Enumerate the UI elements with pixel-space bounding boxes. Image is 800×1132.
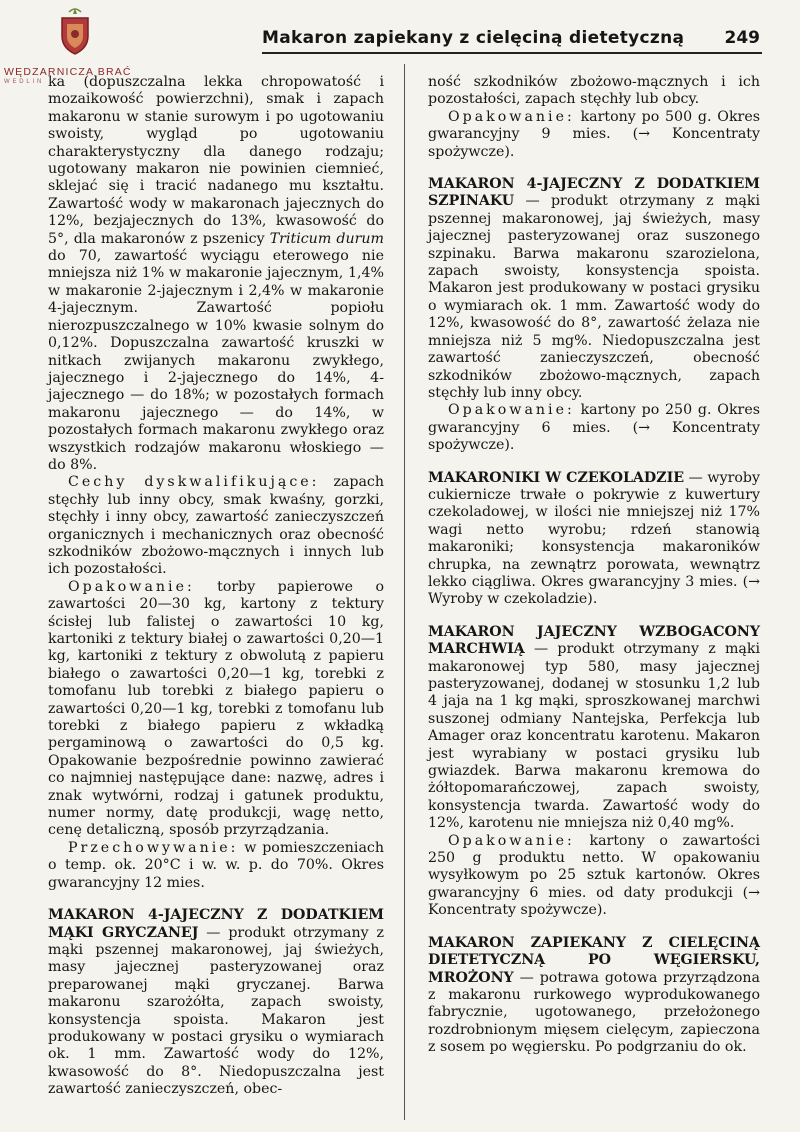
disqualifying-label: Cechy dyskwalifikujące: <box>68 474 320 491</box>
running-header <box>262 28 760 52</box>
entry-title: MAKARONIKI W CZEKOLADZIE <box>428 469 685 486</box>
watermark-brand: WĘDZARNICZA BRAĆ <box>4 66 132 78</box>
packaging-paragraph: Opakowanie: torby papierowe o zawartości 20—30 kg, kartony z tektury ścisłej lub falistej o zawartości 10 kg, kartoniki z tektury białej o zawartości 0,20—1 kg, kartoniki z tektury z obwolutą z papieru białego o zawartości 0,20—1 kg, torebki z tomofanu lub torebki z białego papieru o zawartości 0,20—1 kg, torebki z tomofanu lub torebki z białego papieru z wkładką pergaminową o zawartości do 0,5 kg. Opakowanie bezpośrednie powinno zawierać co najmniej następujące dane: nazwę, adres i znak wytwórni, rodzaj i gatunek produktu, numer normy, datę produkcji, wagę netto, cenę detaliczną, sposób przyrządzania. <box>48 578 384 839</box>
entry-paragraph: MAKARON ZAPIEKANY Z CIELĘCINĄ DIETETYCZNĄ PO WĘGIERSKU, MROŻONY — potrawa gotowa przyrządzona z makaronu rurkowego wyprodukowanego fabrycznie, ugotowanego, przełożonego rozdrobnionym mięsem cielęcym, zapieczona z sosem po węgiersku. Po podgrzaniu do ok. <box>428 934 760 1056</box>
entry <box>428 176 760 455</box>
packaging-paragraph: Opakowanie: kartony po 250 g. Okres gwarancyjny 6 mies. (→ Koncentraty spożywcze). <box>428 402 760 454</box>
disqualifying-paragraph: Cechy dyskwalifikujące: zapach stęchły lub inny obcy, smak kwaśny, gorzki, stęchły i inny obcy, zawartość zanieczyszczeń organicznych i mechanicznych oraz obecność szkodników zbożowo-mącznych i innych lub ich pozostałości. <box>48 474 384 578</box>
entry-title: MAKARON 4-JAJECZNY Z DODATKIEM MĄKI GRYCZANEJ <box>48 907 384 941</box>
header-rule <box>262 52 762 54</box>
paragraph: ka (dopuszczalna lekka chropowatość i mozaikowość powierzchni), smak i zapach makaronu w stanie surowym i po ugotowaniu swoisty, wygląd po ugotowaniu charakterystyczny dla danego rodzaju; ugotowany makaron nie powinien ciemnieć, sklejać się i tracić nadanego mu kształtu. Zawartość wody w makaronach jajecznych do 12%, bezjajecznych do 13%, kwasowość do 5°, dla makaronów z pszenicy Triticum durum do 70, zawartość wyciągu eterowego nie mniejsza niż 1% w makaronie jajecznym, 1,4% w makaronie 2-jajecznym i 2,4% w makaronie 4-jajecznym. Zawartość popiołu nierozpuszczalnego w 10% kwasie solnym do 0,12%. Dopuszczalna zawartość kruszki w nitkach zwijanych makaronu zwykłego, jajecznego i 2-jajecznego do 14%, 4-jajecznego — do 18%; w pozostałych formach makaronu jajecznego — do 14%, w pozostałych formach makaronu zwykłego oraz wszystkich rodzajów makaronu włoskiego — do 8%. <box>48 74 384 473</box>
shield-crest-icon <box>55 6 95 56</box>
entry-paragraph: MAKARON 4-JAJECZNY Z DODATKIEM MĄKI GRYCZANEJ — produkt otrzymany z mąki pszennej makaronowej, jaj świeżych, masy jajecznej pasteryzowanej oraz preparowanej mąki gryczanej. Barwa makaronu szarożółta, zapach swoisty, konsystencja spoista. Makaron jest produkowany w postaci grysiku o wymiarach ok. 1 mm. Zawartość wody do 12%, kwasowość do 8°. Niedopuszczalna jest zawartość zanieczyszczeń, obec- <box>48 907 384 1098</box>
watermark-logo <box>40 6 110 56</box>
storage-label: Przechowywanie: <box>68 839 239 856</box>
entry-title: MAKARON 4-JAJECZNY Z DODATKIEM SZPINAKU <box>428 176 760 210</box>
entry-title: MAKARON ZAPIEKANY Z CIELĘCINĄ DIETETYCZNĄ PO WĘGIERSKU, MROŻONY <box>428 934 760 986</box>
entry-paragraph: MAKARON JAJECZNY WZBOGACONY MARCHWIĄ — produkt otrzymany z mąki makaronowej typ 580, masy jajecznej pasteryzowanej, dodanej w stosunku 1,2 lub 4 jaja na 1 kg mąki, sproszkowanej marchwi suszonej odmiany Nantejska, Perfekcja lub Amager oraz koncentratu karotenu. Makaron jest wyrabiany w postaci grysiku lub gwiazdek. Barwa makaronu kremowa do żółtopomarańczowej, zapach swoisty, konsystencja twarda. Zawartość wody do 12%, karotenu nie mniejsza niż 0,40 mg%. <box>428 623 760 832</box>
paragraph: ność szkodników zbożowo-mącznych i ich pozostałości, zapach stęchły lub obcy. <box>428 74 760 108</box>
packaging-label: Opakowanie: <box>448 832 575 849</box>
right-column <box>428 74 760 1057</box>
entry <box>48 907 384 1098</box>
left-column <box>48 74 384 1099</box>
entry <box>428 470 760 609</box>
header-title: Makaron zapiekany z cielęciną dietetyczną <box>262 28 685 48</box>
italic-term: Triticum durum <box>269 230 384 247</box>
packaging-label: Opakowanie: <box>448 108 575 125</box>
entry <box>428 624 760 920</box>
column-divider <box>404 64 405 1120</box>
packaging-paragraph: Opakowanie: kartony po 500 g. Okres gwarancyjny 9 mies. (→ Koncentraty spożywcze). <box>428 108 760 160</box>
entry <box>428 935 760 1057</box>
packaging-label: Opakowanie: <box>68 578 195 595</box>
packaging-label: Opakowanie: <box>448 402 575 419</box>
watermark-subtitle: WEDLIN <box>4 79 45 85</box>
entry-paragraph: MAKARON 4-JAJECZNY Z DODATKIEM SZPINAKU — produkt otrzymany z mąki pszennej makaronowej, jaj świeżych, masy jajecznej pasteryzowanej oraz suszonego szpinaku. Barwa makaronu szarozielona, zapach swoisty, konsystencja spoista. Makaron jest produkowany w postaci grysiku o wymiarach ok. 1 mm. Zawartość wody do 12%, kwasowość do 8°, zawartość żelaza nie mniejsza niż 5 mg%. Niedopuszczalna jest zawartość zanieczyszczeń, obecność szkodników zbożowo-mącznych, zapach stęchły lub inny obcy. <box>428 176 760 401</box>
page-number: 249 <box>724 28 760 48</box>
storage-paragraph: Przechowywanie: w pomieszczeniach o temp. ok. 20°C i w. w. p. do 70%. Okres gwarancyjny 12 mies. <box>48 839 384 891</box>
entry-paragraph: MAKARONIKI W CZEKOLADZIE — wyroby cukiernicze trwałe o pokrywie z kuwertury czekoladowej, w ilości nie mniejszej niż 17% wagi netto wyrobu; rdzeń stanowią makaroniki; konsystencja makaroników chrupka, na zewnątrz porowata, wewnątrz lekko ciągliwa. Okres gwarancyjny 3 mies. (→ Wyroby w czekoladzie). <box>428 469 760 608</box>
packaging-paragraph: Opakowanie: kartony o zawartości 250 g produktu netto. W opakowaniu wysyłkowym po 25 sztuk kartonów. Okres gwarancyjny 6 mies. od daty produkcji (→ Koncentraty spożywcze). <box>428 832 760 919</box>
entry-title: MAKARON JAJECZNY WZBOGACONY MARCHWIĄ <box>428 623 760 658</box>
